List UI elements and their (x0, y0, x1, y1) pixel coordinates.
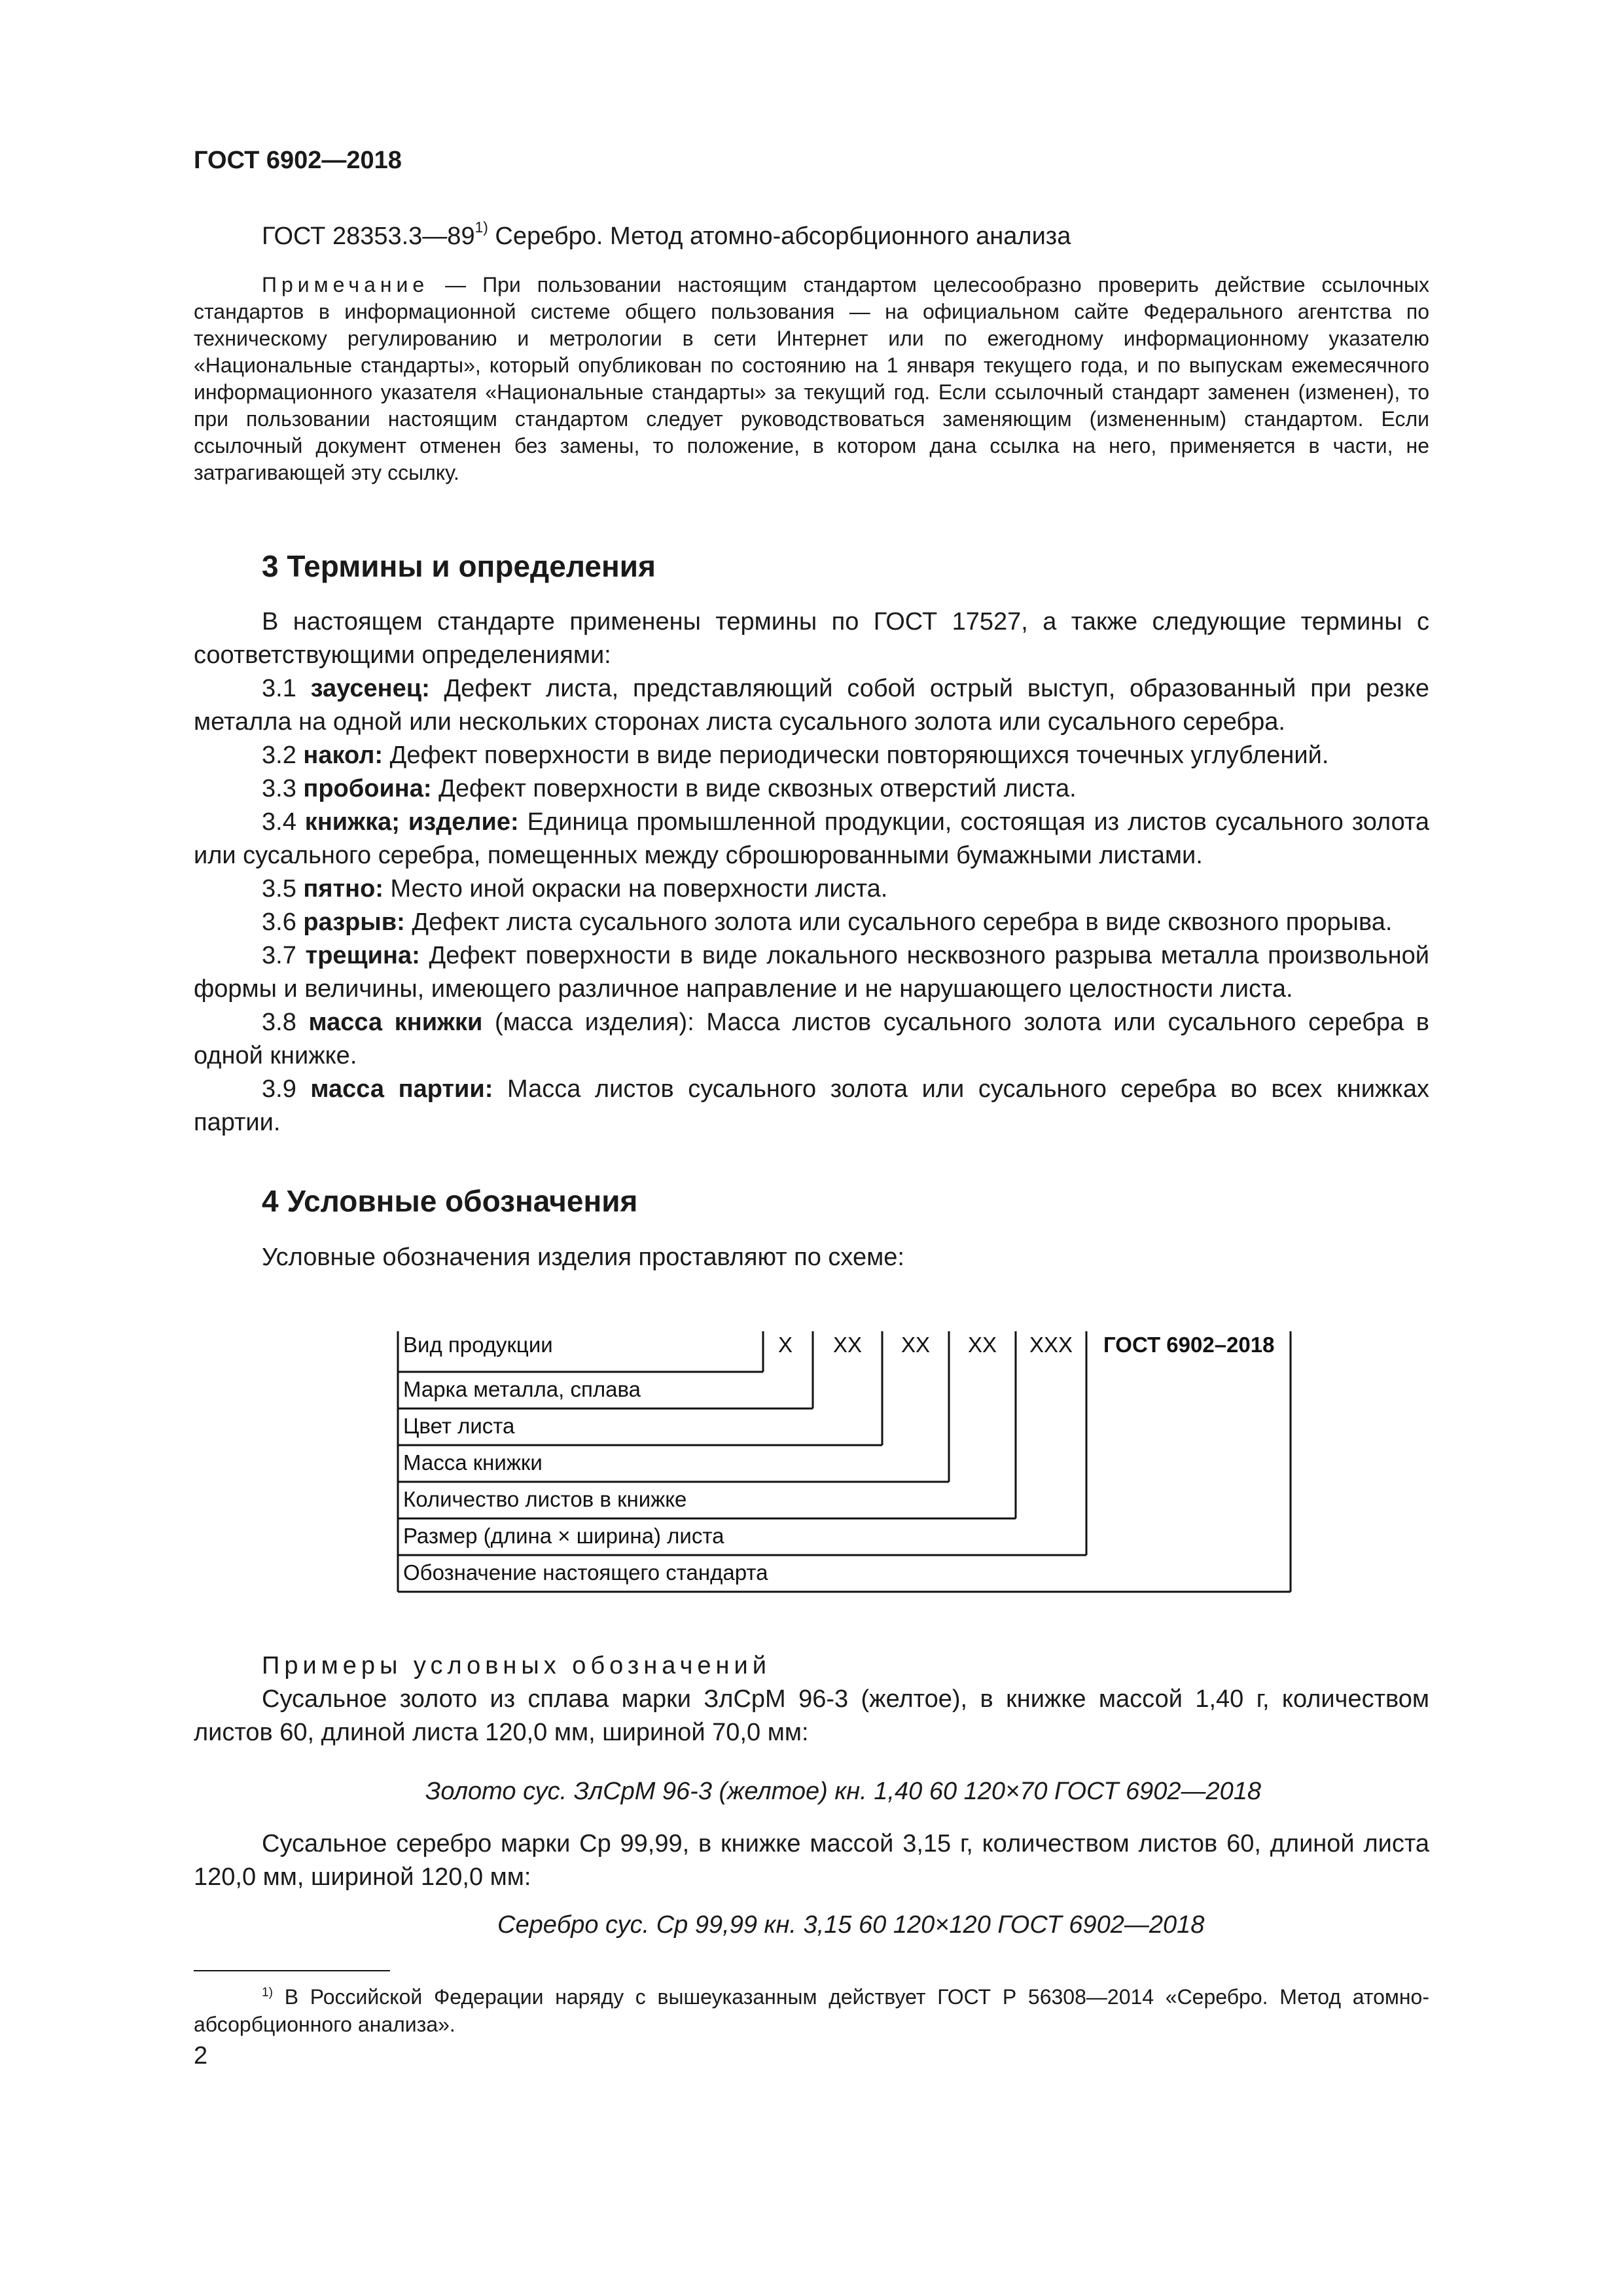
scheme-row-label: Марка металла, сплава (403, 1377, 641, 1401)
term-name: трещина: (305, 942, 420, 969)
term-definition: Дефект поверхности в виде локального несквозного разрыва металла произвольной формы и величины, имеющего различное направление и не нарушающего целостности листа. (194, 942, 1429, 1003)
term-name: разрыв: (303, 908, 405, 936)
section-3-intro: В настоящем стандарте применены термины по ГОСТ 17527, а также следующие термины с соответствующими определениями: (194, 608, 1429, 669)
note-text: — При пользовании настоящим стандартом целесообразно проверить действие ссылочных стандартов в информационной системе общего пользования — на официальном сайте Федерального агентства по техническому регулированию и метрологии в сети Интернет или по ежегодному информационному указателю «Национальные стандарты», который опубликован по состоянию на 1 января текущего года, и по выпускам ежемесячного информационного указателя «Национальные стандарты» за текущий год. Если ссылочный стандарт заменен (изменен), то при пользовании настоящим стандартом следует руководствоваться заменяющим (измененным) стандартом. Если ссылочный документ отменен без замены, то положение, в котором дана ссылка на него, применяется в части, не затрагивающей эту ссылку. (194, 273, 1429, 484)
footnote-mark: 1) (262, 1986, 274, 2000)
document-header: ГОСТ 6902—2018 (194, 147, 402, 174)
page-number: 2 (194, 2042, 208, 2070)
term-number: 3.4 (262, 808, 305, 836)
footnote-text: В Российской Федерации наряду с вышеуказанным действует ГОСТ Р 56308—2014 «Серебро. Метод атомно-абсорбционного анализа». (194, 1985, 1429, 2036)
footnote (194, 1983, 1429, 2038)
reference-title: Серебро. Метод атомно-абсорбционного анализа (488, 223, 1071, 250)
term-definition: Единица промышленной продукции, состоящая из листов сусального золота или сусального серебра, помещенных между сброшюрованными бумажными листами. (194, 808, 1430, 869)
scheme-code: XXX (1029, 1333, 1073, 1357)
term-number: 3.9 (262, 1075, 311, 1103)
scheme-code: XX (967, 1333, 997, 1357)
example-1-text: Сусальное золото из сплава марки ЗлСрМ 96-3 (желтое), в книжке массой 1,40 г, количеством листов 60, длиной листа 120,0 мм, шириной 70,0 мм: (194, 1685, 1429, 1746)
term-number: 3.1 (262, 675, 311, 702)
term-name: накол: (303, 742, 383, 769)
scheme-code: XX (832, 1333, 863, 1357)
term-definition: (масса изделия): Масса листов сусального золота или сусального серебра в одной книжке. (194, 1009, 1429, 1069)
term-definition: Дефект листа сусального золота или сусального серебра в виде сквозного прорыва. (404, 908, 1393, 936)
footnote-separator (194, 1970, 390, 1971)
example-2-text: Сусальное серебро марки Ср 99,99, в книжке массой 3,15 г, количеством листов 60, длиной листа 120,0 мм, шириной 120,0 мм: (194, 1830, 1429, 1891)
section-3-heading: 3 Термины и определения (262, 549, 656, 583)
term-number: 3.7 (262, 942, 306, 969)
term-name: масса книжки (308, 1009, 483, 1036)
term-definition: Место иной окраски на поверхности листа. (383, 875, 888, 903)
term-number: 3.3 (262, 775, 304, 802)
term-name: пробоина: (303, 775, 432, 802)
scheme-row-label: Вид продукции (403, 1333, 553, 1357)
example-2-block (194, 1827, 1429, 1894)
scheme-code: XX (901, 1333, 931, 1357)
section-4-intro-text: Условные обозначения изделия проставляют по схеме: (262, 1244, 904, 1271)
term-definition: Дефект поверхности в виде сквозных отверстий листа. (431, 775, 1077, 802)
section-4-heading: 4 Условные обозначения (262, 1184, 638, 1218)
term-name: заусенец: (310, 675, 430, 702)
note-label: Примечание (262, 273, 429, 296)
reference-code: ГОСТ 28353.3—89 (262, 223, 475, 250)
term-number: 3.5 (262, 875, 304, 903)
scheme-row-label: Количество листов в книжке (403, 1487, 687, 1511)
example-2-designation: Серебро сус. Ср 99,99 кн. 3,15 60 120×120 ГОСТ 6902—2018 (497, 1911, 1205, 1939)
examples-block (194, 1649, 1429, 1749)
term-name: пятно: (303, 875, 383, 903)
term-definition: Дефект листа, представляющий собой острый выступ, образованный при резке металла на одной или нескольких сторонах листа сусального золота или сусального серебра. (194, 675, 1429, 736)
term-name: масса партии: (310, 1075, 493, 1103)
scheme-row-label: Цвет листа (403, 1414, 515, 1438)
term-number: 3.6 (262, 908, 304, 936)
term-name: книжка; изделие: (304, 808, 519, 836)
example-1-designation: Золото сус. ЗлСрМ 96-3 (желтое) кн. 1,40 60 120×70 ГОСТ 6902—2018 (425, 1778, 1262, 1805)
term-number: 3.8 (262, 1009, 309, 1036)
footnote-marker: 1) (474, 219, 488, 236)
scheme-standard-code: ГОСТ 6902–2018 (1103, 1333, 1275, 1357)
scheme-row-label: Масса книжки (403, 1450, 543, 1475)
examples-title: Примеры условных обозначений (262, 1652, 771, 1679)
term-definition: Масса листов сусального золота или сусального серебра во всех книжках партии. (194, 1075, 1429, 1136)
term-definition: Дефект поверхности в виде периодически повторяющихся точечных углублений. (383, 742, 1329, 769)
scheme-code: X (777, 1333, 793, 1357)
scheme-row-label: Обозначение настоящего стандарта (403, 1560, 768, 1585)
scheme-row-label: Размер (длина × ширина) листа (403, 1524, 724, 1548)
term-number: 3.2 (262, 742, 304, 769)
